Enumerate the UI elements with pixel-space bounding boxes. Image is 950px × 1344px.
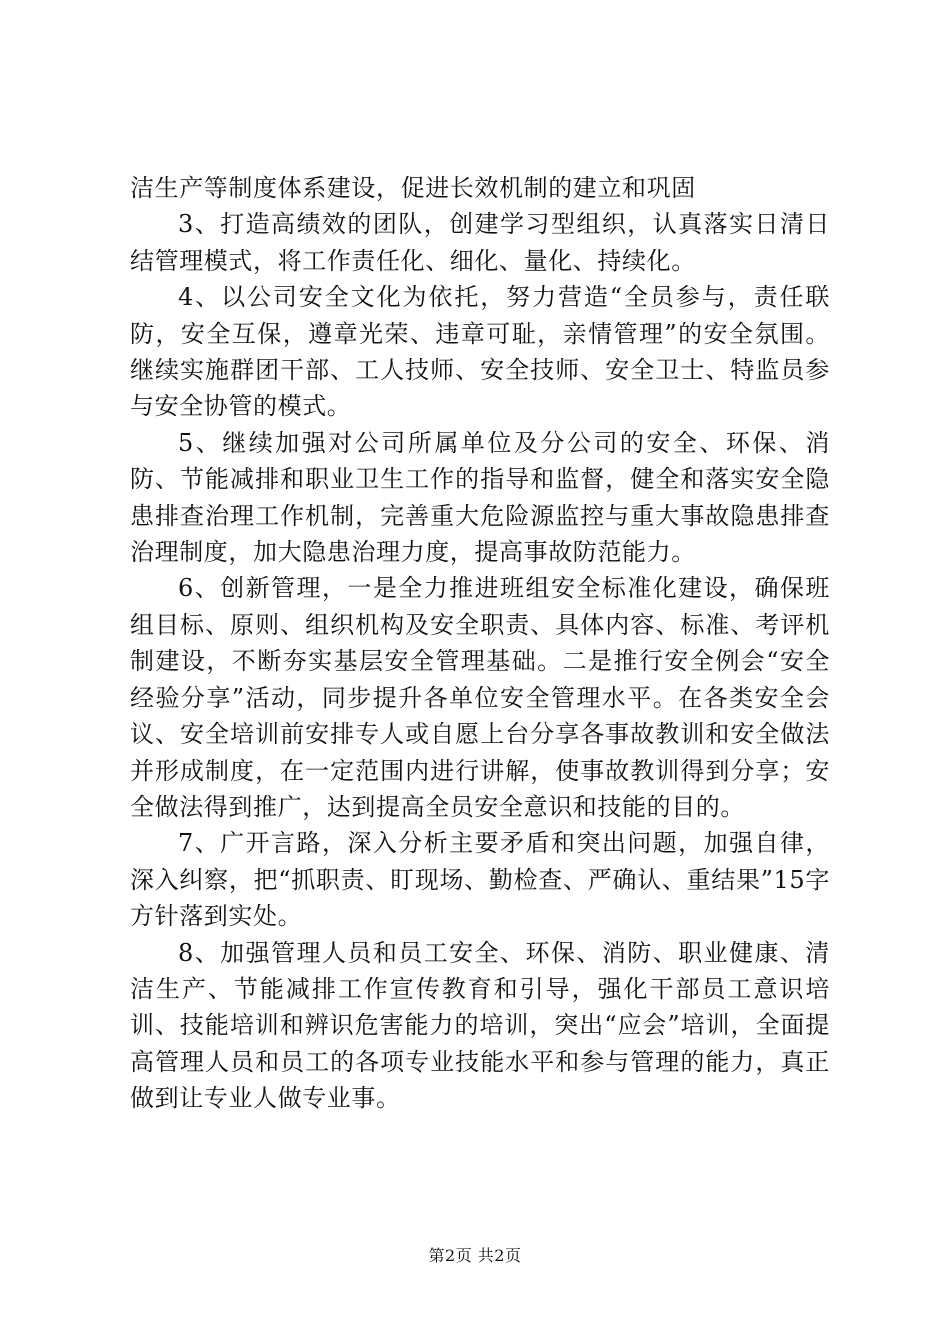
paragraph-item-5: 5、继续加强对公司所属单位及分公司的安全、环保、消防、节能减排和职业卫生工作的指导和监督，健全和落实安全隐患排查治理工作机制，完善重大危险源监控与重大事故隐患排查治理制度，加大隐患治理力度，提高事故防范能力。 [130,428,830,567]
paragraph-item-7: 7、广开言路，深入分析主要矛盾和突出问题，加强自律，深入纠察，把“抓职责、盯现场、勤检查、严确认、重结果”15字方针落到实处。 [130,829,830,931]
paragraph-item-4: 4、以公司安全文化为依托，努力营造“全员参与，责任联防，安全互保，遵章光荣、违章可耻，亲情管理”的安全氛围。继续实施群团干部、工人技师、安全技师、安全卫士、特监员参与安全协管的模式。 [130,283,830,421]
paragraph-item-8: 8、加强管理人员和员工安全、环保、消防、职业健康、清洁生产、节能减排工作宣传教育和引导，强化干部员工意识培训、技能培训和辨识危害能力的培训，突出“应会”培训，全面提高管理人员和员工的各项专业技能水平和参与管理的能力，真正做到让专业人做专业事。 [130,938,830,1113]
paragraph-item-3: 3、打造高绩效的团队，创建学习型组织，认真落实日清日结管理模式，将工作责任化、细化、量化、持续化。 [130,210,830,275]
page-number-footer: 第2页 共2页 [428,1246,522,1265]
paragraph-item-6: 6、创新管理，一是全力推进班组安全标准化建设，确保班组目标、原则、组织机构及安全职责、具体内容、标准、考评机制建设，不断夯实基层安全管理基础。二是推行安全例会“安全经验分享”活动，同步提升各单位安全管理水平。在各类安全会议、安全培训前安排专人或自愿上台分享各事故教训和安全做法并形成制度，在一定范围内进行讲解，使事故教训得到分享；安全做法得到推广，达到提高全员安全意识和技能的目的。 [130,574,830,821]
paragraph-continuation: 洁生产等制度体系建设，促进长效机制的建立和巩固 [130,174,696,202]
document-body [130,170,830,1117]
